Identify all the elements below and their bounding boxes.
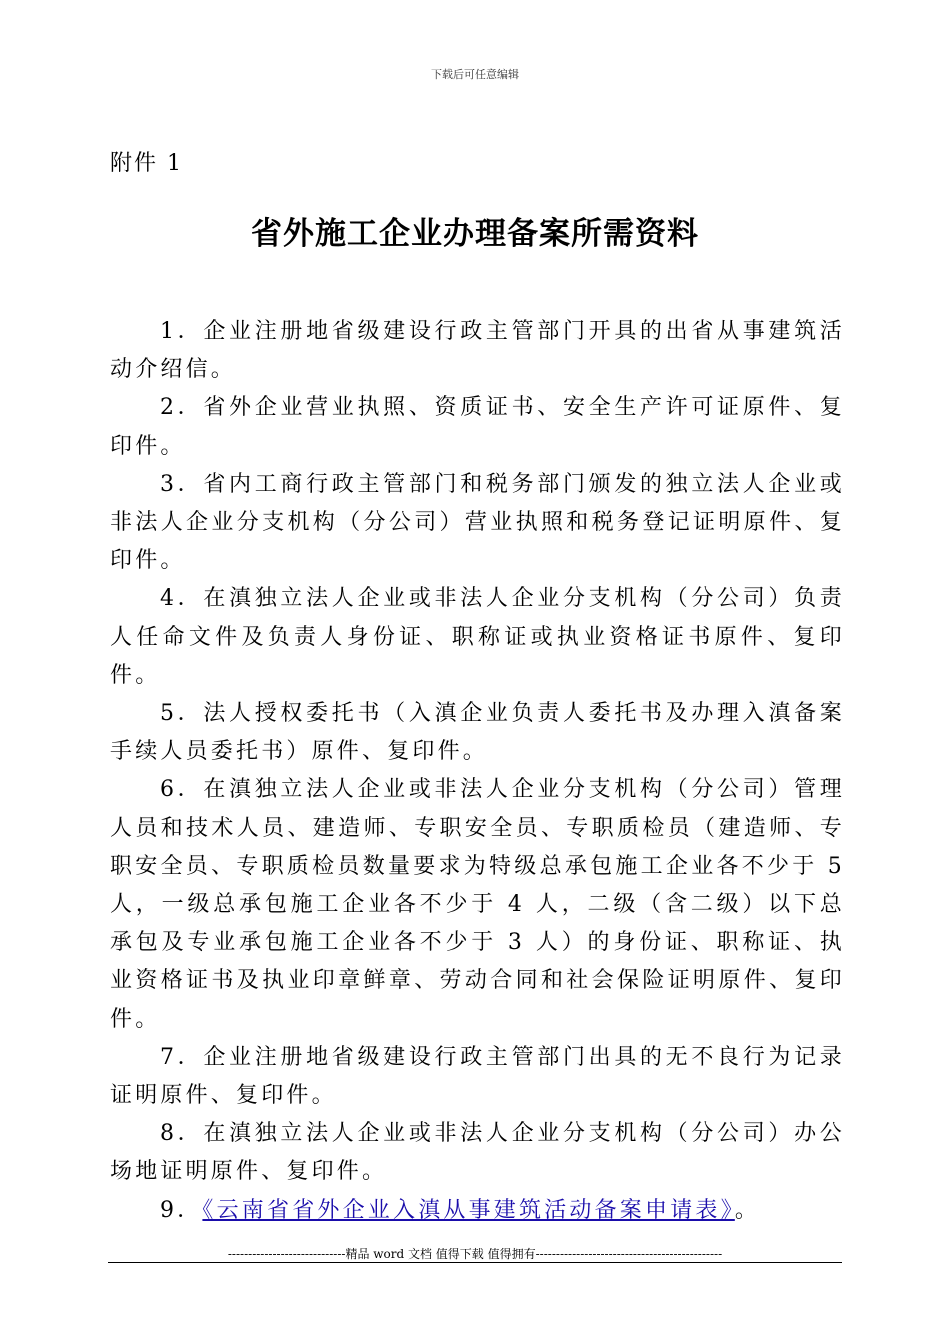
list-item: 3．省内工商行政主管部门和税务部门颁发的独立法人企业或非法人企业分支机构（分公司）营业执照和税务登记证明原件、复印件。 xyxy=(110,471,845,574)
list-item: 4．在滇独立法人企业或非法人企业分支机构（分公司）负责人任命文件及负责人身份证、职称证或执业资格证书原件、复印件。 xyxy=(110,586,845,688)
requirements-list xyxy=(110,313,845,1230)
list-item-suffix: 。 xyxy=(734,1197,761,1223)
list-item-application-form xyxy=(110,1192,845,1230)
list-item: 7．企业注册地省级建设行政主管部门出具的无不良行为记录证明原件、复印件。 xyxy=(110,1044,845,1109)
list-item: 1．企业注册地省级建设行政主管部门开具的出省从事建筑活动介绍信。 xyxy=(110,319,845,383)
document-title: 省外施工企业办理备案所需资料 xyxy=(251,216,699,252)
attachment-label: 附件 1 xyxy=(110,151,183,176)
footer-divider xyxy=(108,1262,842,1263)
list-item: 5．法人授权委托书（入滇企业负责人委托书及办理入滇备案手续人员委托书）原件、复印件。 xyxy=(110,701,845,765)
page-header-note: 下载后可任意编辑 xyxy=(431,68,519,81)
page-footer-note: -----------------------------精品 word 文档 值得下载 值得拥有---------------------------------------------- xyxy=(227,1247,723,1261)
list-item: 6．在滇独立法人企业或非法人企业分支机构（分公司）管理人员和技术人员、建造师、专职安全员、专职质检员（建造师、专职安全员、专职质检员数量要求为特级总承包施工企业各不少于 5 人，一级总承包施工企业各不少于 4 人，二级（含二级）以下总承包及专业承包施工企业各不少于 3 人）的身份证、职称证、执业资格证书及执业印章鲜章、劳动合同和社会保险证明原件、复印件。 xyxy=(110,777,845,1032)
application-form-link[interactable]: 《云南省省外企业入滇从事建筑活动备案申请表》 xyxy=(202,1197,735,1223)
list-item-number: 9． xyxy=(160,1197,203,1223)
list-item: 8．在滇独立法人企业或非法人企业分支机构（分公司）办公场地证明原件、复印件。 xyxy=(110,1121,845,1185)
list-item: 2．省外企业营业执照、资质证书、安全生产许可证原件、复印件。 xyxy=(110,395,845,459)
